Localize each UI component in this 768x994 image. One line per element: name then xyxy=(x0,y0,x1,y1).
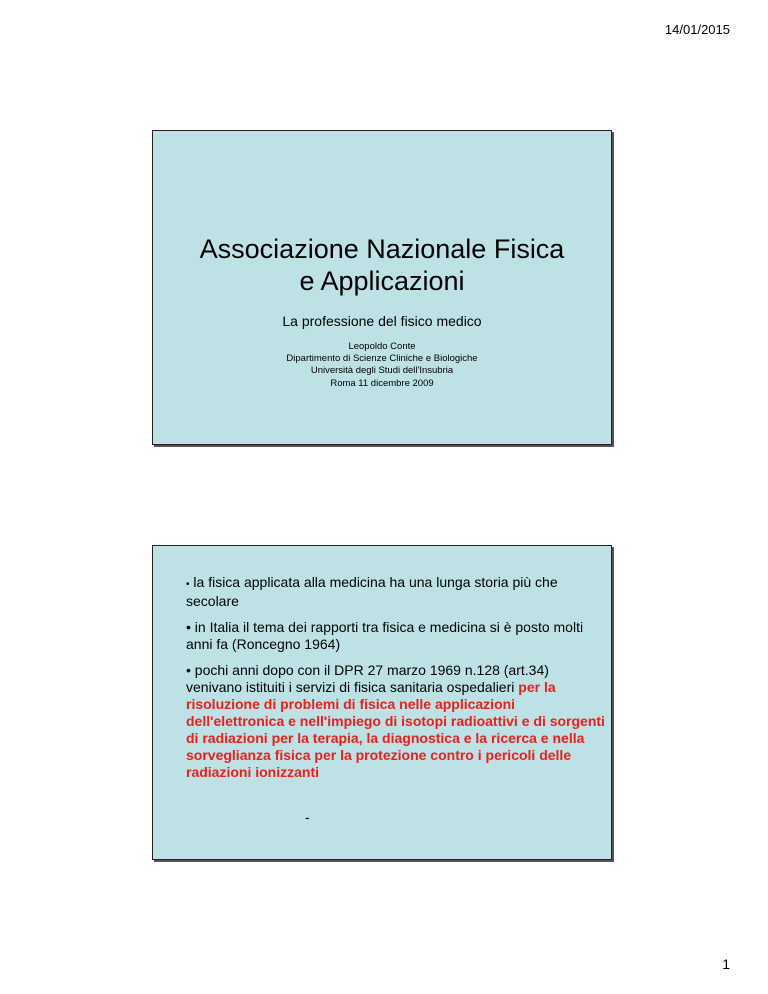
content-slide xyxy=(152,545,612,860)
author-name: Leopoldo Conte xyxy=(348,341,416,352)
bullet-item xyxy=(186,662,606,781)
slide-title-line-2: e Applicazioni xyxy=(299,266,465,296)
slide-title-line-1: Associazione Nazionale Fisica xyxy=(199,234,565,264)
slide-subtitle: La professione del fisico medico xyxy=(282,313,482,329)
bullet-text: la fisica applicata alla medicina ha una lunga storia più che secolare xyxy=(186,574,558,609)
trailing-dash: - xyxy=(305,809,310,825)
event-date-location: Roma 11 dicembre 2009 xyxy=(330,378,434,389)
title-slide xyxy=(152,130,612,445)
bullet-item xyxy=(186,619,606,653)
bullet-marker: • xyxy=(186,619,191,635)
bullet-marker: • xyxy=(186,662,191,678)
bullet-text: pochi anni dopo con il DPR 27 marzo 1969 n.128 (art.34) venivano istituiti i servizi di fisica sanitaria ospedalieri xyxy=(186,662,549,695)
author-block xyxy=(153,341,611,377)
page-number: 1 xyxy=(722,956,730,972)
slide-title xyxy=(153,233,611,297)
page-date: 14/01/2015 xyxy=(664,22,730,37)
bullet-text: in Italia il tema dei rapporti tra fisica e medicina si è posto molti anni fa (Roncegno 1964) xyxy=(186,619,584,652)
bullet-item xyxy=(186,574,606,610)
bullet-list xyxy=(186,574,606,790)
author-department: Dipartimento di Scienze Cliniche e Biologiche xyxy=(286,353,478,364)
bullet-marker: • xyxy=(186,579,190,590)
bullet-highlight-text: per la risoluzione di problemi di fisica nelle applicazioni dell'elettronica e nell'impiego di isotopi radioattivi e di sorgenti di radiazioni per la terapia, la diagnostica e la ricerca e nella sorveglianza fisica per la protezione contro i pericoli delle radiazioni ionizzanti xyxy=(186,679,605,780)
author-university: Università degli Studi dell'Insubria xyxy=(310,365,454,376)
